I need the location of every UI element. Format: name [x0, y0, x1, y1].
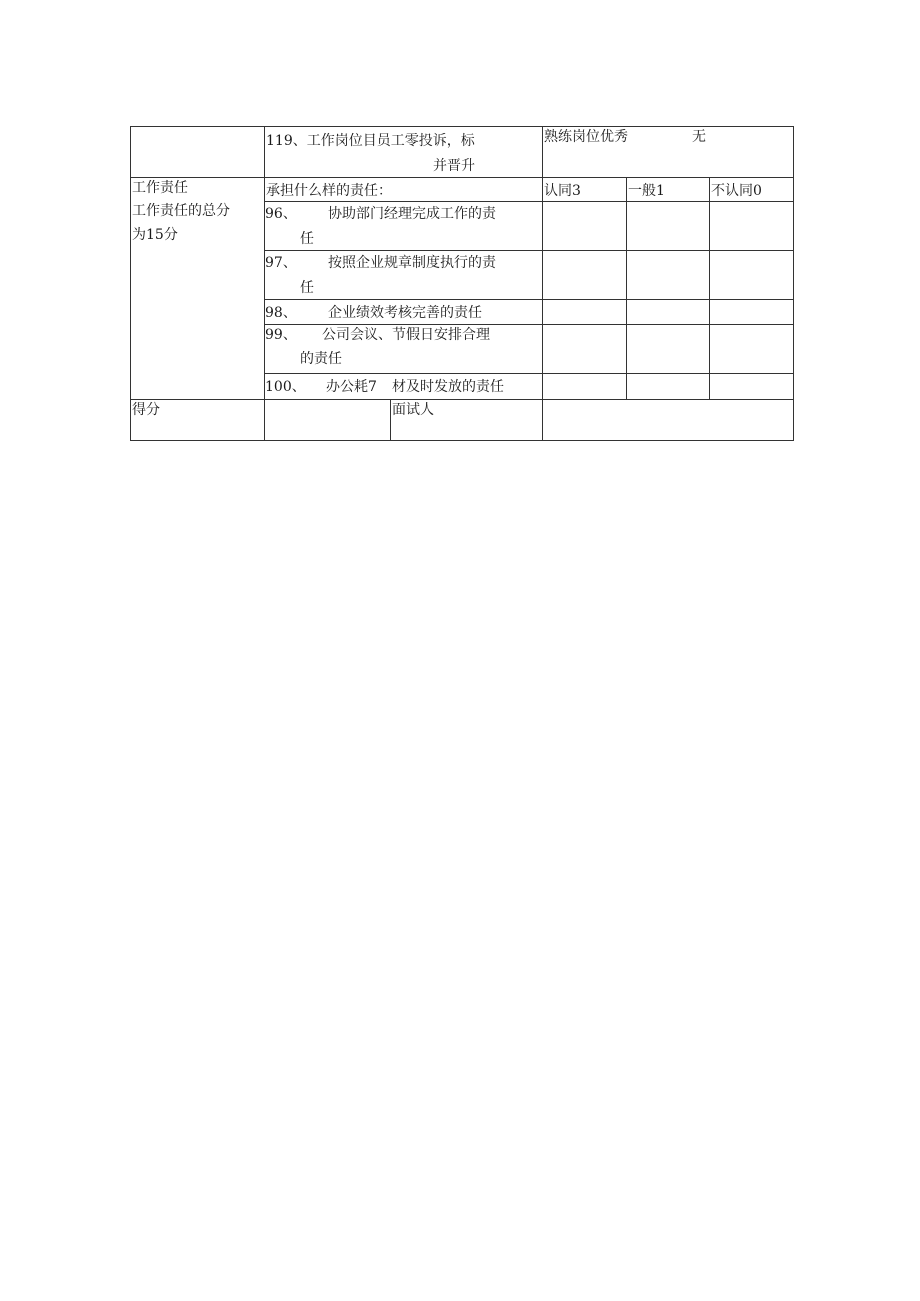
top-item-line2: 并晋升 — [433, 158, 475, 174]
section-total-line1: 工作责任的总分 — [132, 203, 230, 219]
section-total-line2: 为15分 — [132, 227, 178, 243]
col-divider — [626, 177, 627, 399]
row-divider — [264, 299, 794, 300]
evaluation-table — [130, 126, 794, 441]
item-text: 协助部门经理完成工作的责 — [328, 206, 496, 222]
col-divider — [390, 399, 391, 441]
top-right-value: 无 — [692, 129, 706, 145]
top-right-label: 熟练岗位优秀 — [544, 129, 628, 145]
score-label: 得分 — [132, 402, 160, 418]
row-divider — [264, 250, 794, 251]
table-border-right — [793, 126, 794, 441]
row-divider — [264, 373, 794, 374]
item-text: 按照企业规章制度执行的责 — [328, 255, 496, 271]
item-number: 99、 — [265, 327, 297, 343]
item-text: 企业绩效考核完善的责任 — [328, 305, 482, 321]
top-item-line1: 119、工作岗位目员工零投诉，标 — [266, 133, 475, 149]
item-number: 100、 — [265, 379, 306, 395]
item-text: 公司会议、节假日安排合理 — [322, 327, 490, 343]
option-disagree-header: 不认同0 — [711, 183, 762, 199]
question-header: 承担什么样的责任： — [266, 183, 392, 199]
table-border-left — [130, 126, 131, 441]
item-text-cont: 任 — [300, 280, 314, 296]
item-number: 96、 — [265, 206, 297, 222]
item-number: 97、 — [265, 255, 297, 271]
item-text: 办公耗7 — [326, 379, 377, 395]
section-title: 工作责任 — [132, 180, 188, 196]
table-border-bottom — [130, 440, 794, 441]
col-divider — [709, 177, 710, 399]
item-text-cont: 任 — [300, 231, 314, 247]
row-divider — [130, 399, 794, 400]
item-number: 98、 — [265, 305, 297, 321]
col-divider — [542, 126, 543, 441]
row-divider — [130, 177, 794, 178]
item-text-cont: 材及时发放的责任 — [392, 379, 504, 395]
interviewer-label: 面试人 — [392, 402, 434, 418]
item-text-cont: 的责任 — [300, 351, 342, 367]
option-agree-header: 认同3 — [544, 183, 581, 199]
option-neutral-header: 一般1 — [628, 183, 665, 199]
